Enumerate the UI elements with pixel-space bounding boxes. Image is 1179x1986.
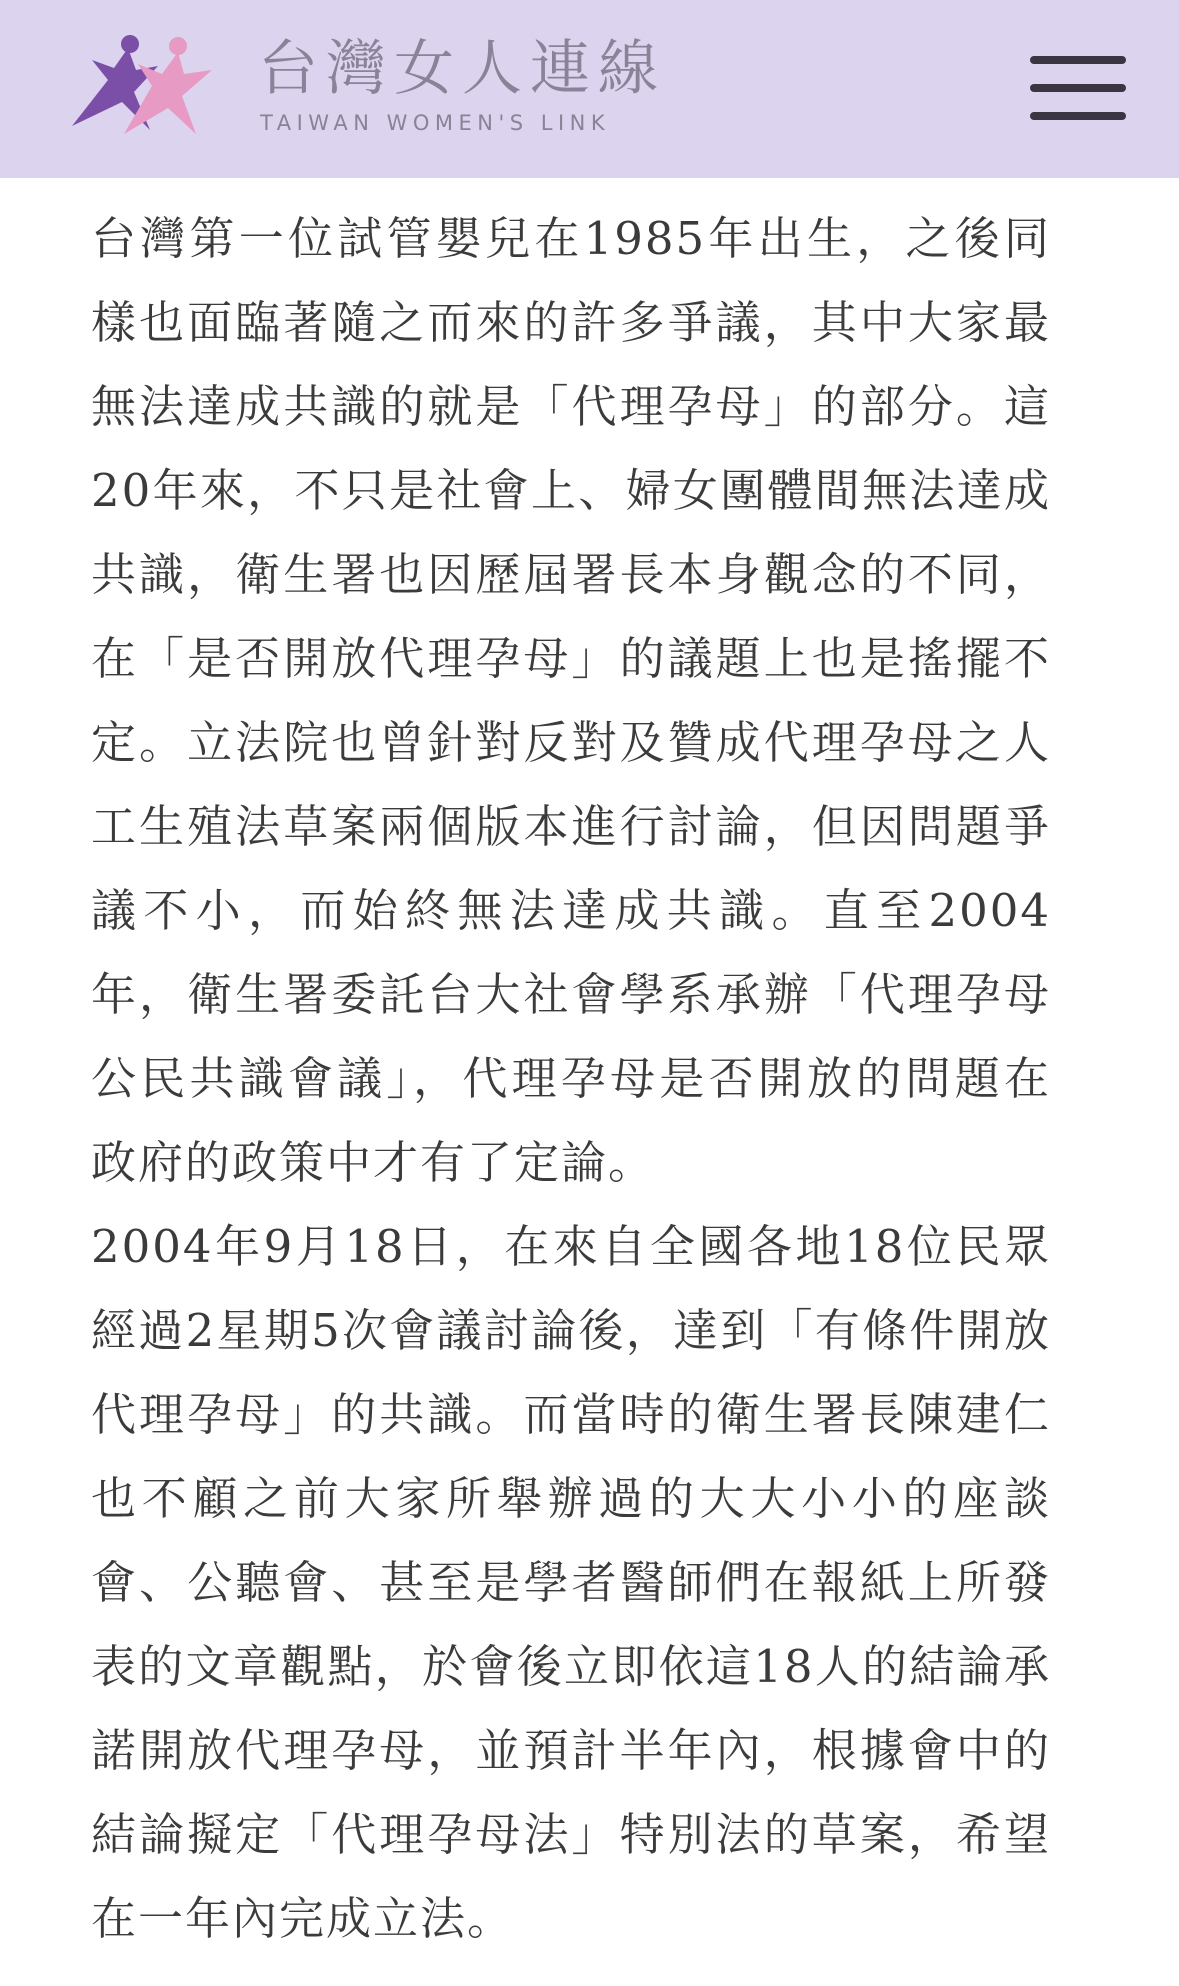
site-header <box>0 0 1179 178</box>
logo-figures-icon <box>62 30 222 142</box>
article-paragraph: 2004年9月18日，在來自全國各地18位民眾經過2星期5次會議討論後，達到「有條件開放代理孕母」的共識。而當時的衛生署長陳建仁也不顧之前大家所舉辦過的大大小小的座談會、公聽會、甚至是學者醫師們在報紙上所發表的文章觀點，於會後立即依這18人的結論承諾開放代理孕母，並預計半年內，根據會中的結論擬定「代理孕母法」特別法的草案，希望在一年內完成立法。 <box>91 1220 1051 1945</box>
menu-bar-top <box>1030 56 1126 64</box>
article-paragraph: 台灣第一位試管嬰兒在1985年出生，之後同樣也面臨著隨之而來的許多爭議，其中大家最無法達成共識的就是「代理孕母」的部分。這20年來，不只是社會上、婦女團體間無法達成共識，衛生署也因歷屆署長本身觀念的不同，在「是否開放代理孕母」的議題上也是搖擺不定。立法院也曾針對反對及贊成代理孕母之人工生殖法草案兩個版本進行討論，但因問題爭議不小，而始終無法達成共識。直至2004年，衛生署委託台大社會學系承辦「代理孕母公民共識會議」，代理孕母是否開放的問題在政府的政策中才有了定論。 <box>91 212 1051 1189</box>
logo-subtitle: TAIWAN WOMEN'S LINK <box>260 111 611 135</box>
logo-title: 台灣女人連線 <box>258 34 666 104</box>
hamburger-menu-button[interactable] <box>1030 52 1126 124</box>
menu-bar-middle <box>1030 84 1126 92</box>
menu-bar-bottom <box>1030 112 1126 120</box>
article-body <box>91 197 1081 1961</box>
site-logo[interactable] <box>62 30 678 142</box>
